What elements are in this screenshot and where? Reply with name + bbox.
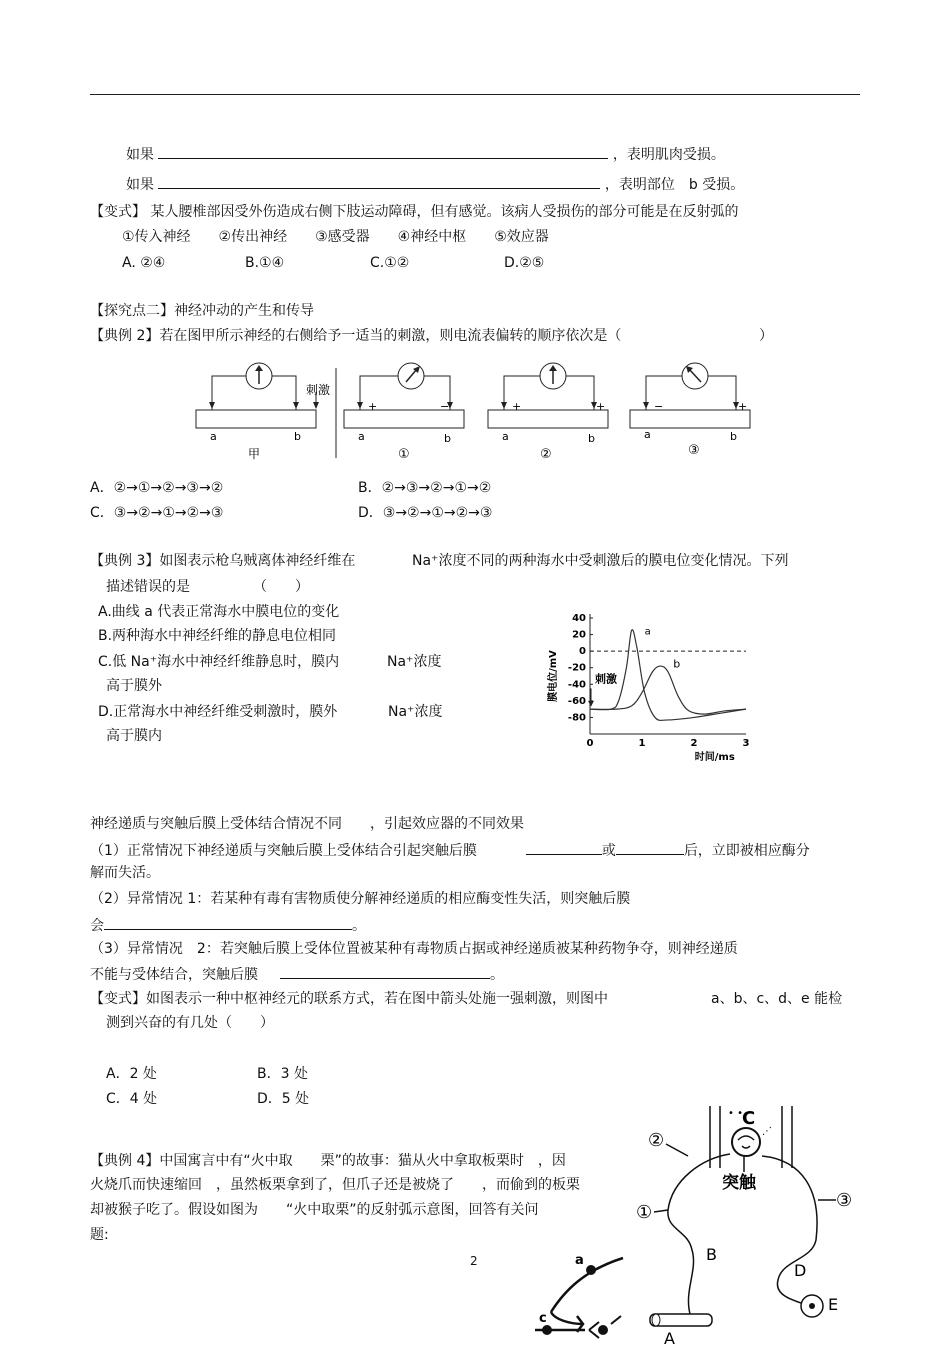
- y-tick-label: -40: [567, 679, 586, 691]
- label-3: ③: [836, 1190, 853, 1211]
- label-2: ②: [648, 1130, 665, 1151]
- nt-p3: （3）异常情况 2：若突触后膜上受体位置被某种有毒物质占据或神经递质被某种药物争夺，则神经递质: [90, 941, 738, 957]
- x-axis-label: 时间/ms: [694, 752, 735, 763]
- node-c: [542, 1325, 552, 1335]
- caption-1: ①: [398, 447, 410, 462]
- q1-line2: 如果 ，表明部位 b 受损。: [126, 174, 744, 194]
- example4-line1: 【典例 4】中国寓言中有“火中取 栗”的故事：猫从火中拿取板栗时 ，因: [90, 1153, 566, 1169]
- variant1-option-c[interactable]: C.①②: [370, 255, 410, 271]
- membrane-potential-chart: [530, 600, 770, 770]
- label-B: B: [706, 1245, 717, 1264]
- synapse-circle: [732, 1128, 760, 1156]
- answer-blank[interactable]: [526, 840, 602, 855]
- point-b: b: [294, 430, 301, 443]
- answer-blank[interactable]: [104, 915, 352, 930]
- stimulus-label: 刺激: [306, 383, 331, 397]
- svg-text:b: b: [444, 432, 451, 445]
- svg-text:⋰: ⋰: [762, 1126, 772, 1137]
- example3-stem-1: 【典例 3】如图表示枪乌贼离体神经纤维在: [90, 553, 356, 569]
- variant1-option-d[interactable]: D.②⑤: [504, 255, 545, 271]
- series-label-a: a: [644, 626, 651, 638]
- variant2-stem: 【变式】如图表示一种中枢神经元的联系方式，若在图中箭头处施一强刺激，则图中: [90, 991, 608, 1007]
- label-E: E: [828, 1295, 839, 1314]
- stimulus-arrow-icon: [313, 402, 319, 409]
- reflex-arc-diagram: [632, 1100, 872, 1345]
- nt-intro: 神经递质与突触后膜上受体结合情况不同 ，引起效应器的不同效果: [90, 816, 524, 832]
- afferent-nerve: [668, 1154, 730, 1314]
- nt-p1: （1）正常情况下神经递质与突触后膜上受体结合引起突触后膜 或 后，立即被相应酶分: [90, 840, 810, 860]
- stimulus-arrow-icon: [588, 701, 594, 707]
- x-tick-label: 2: [690, 738, 698, 749]
- variant2-option-b[interactable]: B．3 处: [257, 1066, 308, 1082]
- example2-option-c[interactable]: C．③→②→①→②→③: [90, 505, 224, 521]
- answer-blank[interactable]: [158, 144, 608, 159]
- example3-stem-2: Na⁺浓度不同的两种海水中受刺激后的膜电位变化情况。下列: [412, 553, 789, 569]
- variant2-option-c[interactable]: C．4 处: [106, 1091, 158, 1107]
- example2-option-d[interactable]: D．③→②→①→②→③: [358, 505, 493, 521]
- q1-line1: 如果 ，表明肌肉受损。: [126, 144, 725, 164]
- example3-option-d[interactable]: D.正常海水中神经纤维受刺激时，膜外: [98, 704, 338, 720]
- variant1-items: ①传入神经 ②传出神经 ③感受器 ④神经中枢 ⑤效应器: [122, 229, 549, 245]
- label-synapse: 突触: [722, 1173, 756, 1193]
- example3-option-b[interactable]: B.两种海水中神经纤维的静息电位相同: [98, 628, 337, 644]
- label-D: D: [794, 1261, 807, 1280]
- example2-stem: 【典例 2】若在图甲所示神经的右侧给予一适当的刺激，则电流表偏转的顺序依次是（: [90, 328, 622, 344]
- section-title: 【探究点二】神经冲动的产生和传导: [90, 303, 314, 319]
- example2-close-paren: ）: [759, 328, 773, 344]
- example2-option-b[interactable]: B．②→③→②→①→②: [358, 480, 492, 496]
- label-c: c: [539, 1311, 547, 1326]
- diagram-1: [344, 363, 464, 462]
- svg-text:a: a: [644, 428, 651, 441]
- example3-stem-3: 描述错误的是 （ ）: [106, 579, 309, 595]
- label-A: A: [664, 1329, 675, 1345]
- example4-line4: 题:: [90, 1227, 109, 1243]
- example3-option-c[interactable]: C.低 Na⁺海水中神经纤维静息时，膜内: [98, 654, 340, 670]
- series-label-b: b: [673, 657, 681, 671]
- answer-blank[interactable]: [616, 840, 684, 855]
- svg-text:a: a: [358, 430, 365, 443]
- variant2-stem-line2: 测到兴奋的有几处（ ）: [106, 1015, 274, 1031]
- nt-p2-line2: 会 。: [90, 915, 366, 935]
- diagram-jia: [196, 363, 330, 461]
- variant1-option-b[interactable]: B.①④: [245, 255, 285, 271]
- neuron-connection-diagram: [525, 1250, 625, 1345]
- x-tick-label: 3: [742, 738, 750, 749]
- svg-text:+: +: [368, 400, 378, 413]
- label-a: a: [575, 1253, 584, 1268]
- example3-option-d-line2: 高于膜内: [106, 728, 162, 744]
- page-number: 2: [470, 1254, 478, 1268]
- nerve-fiber: [196, 410, 316, 428]
- svg-text:+: +: [512, 400, 522, 413]
- example4-line3: 却被猴子吃了。假设如图为 “火中取栗”的反射弧示意图，回答有关问: [90, 1202, 539, 1218]
- svg-text:−: −: [440, 400, 450, 413]
- svg-text:−: −: [654, 400, 664, 413]
- y-tick-label: 0: [579, 646, 586, 658]
- example3-option-c-line2: 高于膜外: [106, 678, 162, 694]
- galvanometer-diagrams: [190, 358, 790, 466]
- caption-2: ②: [540, 447, 552, 462]
- node-a: [586, 1265, 596, 1275]
- caption-3: ③: [688, 443, 700, 458]
- variant1-option-a[interactable]: A. ②④: [122, 255, 166, 271]
- label-1: ①: [636, 1202, 653, 1223]
- header-rule: [90, 94, 860, 95]
- x-tick-label: 0: [586, 738, 594, 749]
- y-tick-label: 40: [572, 613, 586, 624]
- svg-text:+: +: [596, 400, 606, 413]
- y-tick-label: -60: [567, 695, 586, 707]
- svg-text:• •: • •: [728, 1108, 743, 1119]
- y-tick-label: 20: [572, 629, 586, 641]
- svg-text:+: +: [738, 400, 748, 413]
- example3-option-c-cont: Na⁺浓度: [387, 654, 442, 670]
- variant2-option-a[interactable]: A．2 处: [106, 1066, 157, 1082]
- y-tick-label: -80: [567, 712, 586, 724]
- variant2-stem-cont: a、b、c、d、e 能检: [711, 991, 843, 1007]
- efferent-nerve: [762, 1156, 817, 1304]
- nt-p2: （2）异常情况 1：若某种有毒有害物质使分解神经递质的相应酶变性失活，则突触后膜: [90, 891, 631, 907]
- answer-blank[interactable]: [158, 174, 600, 189]
- example3-option-a[interactable]: A.曲线 a 代表正常海水中膜电位的变化: [98, 604, 340, 620]
- point-a: a: [210, 430, 217, 443]
- variant2-option-d[interactable]: D．5 处: [257, 1091, 310, 1107]
- svg-text:b: b: [730, 430, 737, 443]
- label-C: C: [742, 1108, 756, 1129]
- variant1-stem: 【变式】 某人腰椎部因受外伤造成右侧下肢运动障碍，但有感觉。该病人受损伤的部分可能是在反射弧的: [90, 204, 739, 220]
- svg-text:a: a: [502, 430, 509, 443]
- caption-jia: 甲: [248, 447, 261, 461]
- svg-text:b: b: [588, 432, 595, 445]
- stimulus-label: 刺激: [595, 672, 617, 686]
- answer-blank[interactable]: [280, 964, 490, 979]
- example2-option-a[interactable]: A．②→①→②→③→②: [90, 480, 224, 496]
- example3-option-d-cont: Na⁺浓度: [388, 704, 443, 720]
- diagram-2: [488, 363, 608, 462]
- nt-p1-line2: 解而失活。: [90, 865, 160, 881]
- y-axis-label: 膜电位/mV: [548, 650, 559, 702]
- nt-p3-line2: 不能与受体结合，突触后膜 。: [90, 964, 504, 984]
- y-tick-label: -20: [567, 662, 586, 674]
- neuron-axon: [551, 1258, 623, 1312]
- diagram-3: [630, 363, 750, 458]
- example4-line2: 火烧爪而快速缩回 ，虽然板栗拿到了，但爪子还是被烧了 ，而偷到的板栗: [90, 1177, 580, 1193]
- x-tick-label: 1: [638, 738, 646, 749]
